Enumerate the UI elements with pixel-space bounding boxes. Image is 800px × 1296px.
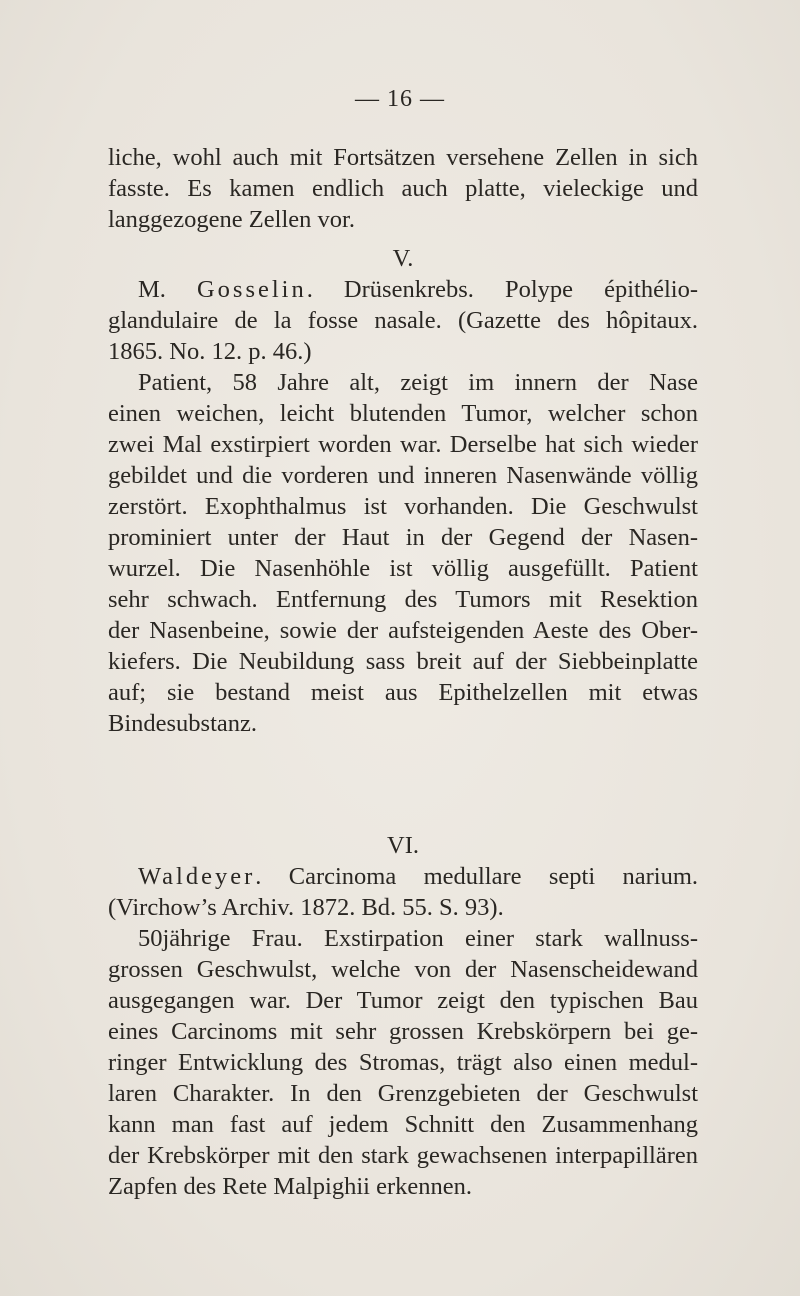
text-line: der Krebskörper mit den stark gewachsenen interpapillären: [108, 1142, 698, 1169]
text-line: 50jährige Frau. Exstirpation einer stark wallnuss-: [138, 925, 698, 952]
text-line: ausgegangen war. Der Tumor zeigt den typischen Bau: [108, 987, 698, 1014]
text-line: langgezogene Zellen vor.: [108, 206, 355, 233]
citation-title: . Drüsenkrebs. Polype épithélio-: [306, 276, 698, 303]
section-vi: [108, 830, 698, 1202]
text-line: liche, wohl auch mit Fortsätzen versehene Zellen in sich: [108, 144, 698, 171]
text-line: ringer Entwicklung des Stromas, trägt also einen medul-: [108, 1049, 698, 1076]
intro-paragraph: [108, 142, 698, 235]
author-name: Waldeyer: [138, 863, 256, 890]
text-line: laren Charakter. In den Grenzgebieten der Geschwulst: [108, 1080, 698, 1107]
text-line: grossen Geschwulst, welche von der Nasenscheidewand: [108, 956, 698, 983]
text-line: gebildet und die vorderen und inneren Nasenwände völlig: [108, 462, 698, 489]
text-line: eines Carcinoms mit sehr grossen Krebskörpern bei ge-: [108, 1018, 698, 1045]
text-line: auf; sie bestand meist aus Epithelzellen mit etwas: [108, 679, 698, 706]
text-line: zerstört. Exophthalmus ist vorhanden. Die Geschwulst: [108, 493, 698, 520]
citation-line: glandulaire de la fosse nasale. (Gazette des hôpitaux.: [108, 307, 698, 334]
text-line: Zapfen des Rete Malpighii erkennen.: [108, 1173, 472, 1200]
section-v: [108, 243, 698, 739]
text-line: kann man fast auf jedem Schnitt den Zusammenhang: [108, 1111, 698, 1138]
citation-line: (Virchow’s Archiv. 1872. Bd. 55. S. 93).: [108, 894, 504, 921]
citation-line: [108, 861, 698, 892]
text-line: kiefers. Die Neubildung sass breit auf der Siebbeinplatte: [108, 648, 698, 675]
text-line: Bindesubstanz.: [108, 710, 258, 737]
citation-line: [108, 274, 698, 305]
section-numeral: VI.: [387, 832, 419, 859]
text-line: zwei Mal exstirpiert worden war. Derselbe hat sich wieder: [108, 431, 698, 458]
page-number: — 16 —: [355, 86, 445, 112]
text-line: prominiert unter der Haut in der Gegend der Nasen-: [108, 524, 698, 551]
citation-prefix: M.: [138, 276, 197, 303]
text-line: fasste. Es kamen endlich auch platte, vieleckige und: [108, 175, 698, 202]
citation-line: 1865. No. 12. p. 46.): [108, 338, 312, 365]
text-line: wurzel. Die Nasenhöhle ist völlig ausgefüllt. Patient: [108, 555, 698, 582]
text-line: der Nasenbeine, sowie der aufsteigenden Aeste des Ober-: [108, 617, 698, 644]
citation-title: . Carcinoma medullare septi narium.: [255, 863, 698, 890]
author-name: Gosselin: [196, 276, 307, 303]
text-line: Patient, 58 Jahre alt, zeigt im innern der Nase: [138, 369, 698, 396]
section-numeral: V.: [392, 245, 414, 272]
text-line: einen weichen, leicht blutenden Tumor, welcher schon: [108, 400, 698, 427]
text-line: sehr schwach. Entfernung des Tumors mit Resektion: [108, 586, 698, 613]
